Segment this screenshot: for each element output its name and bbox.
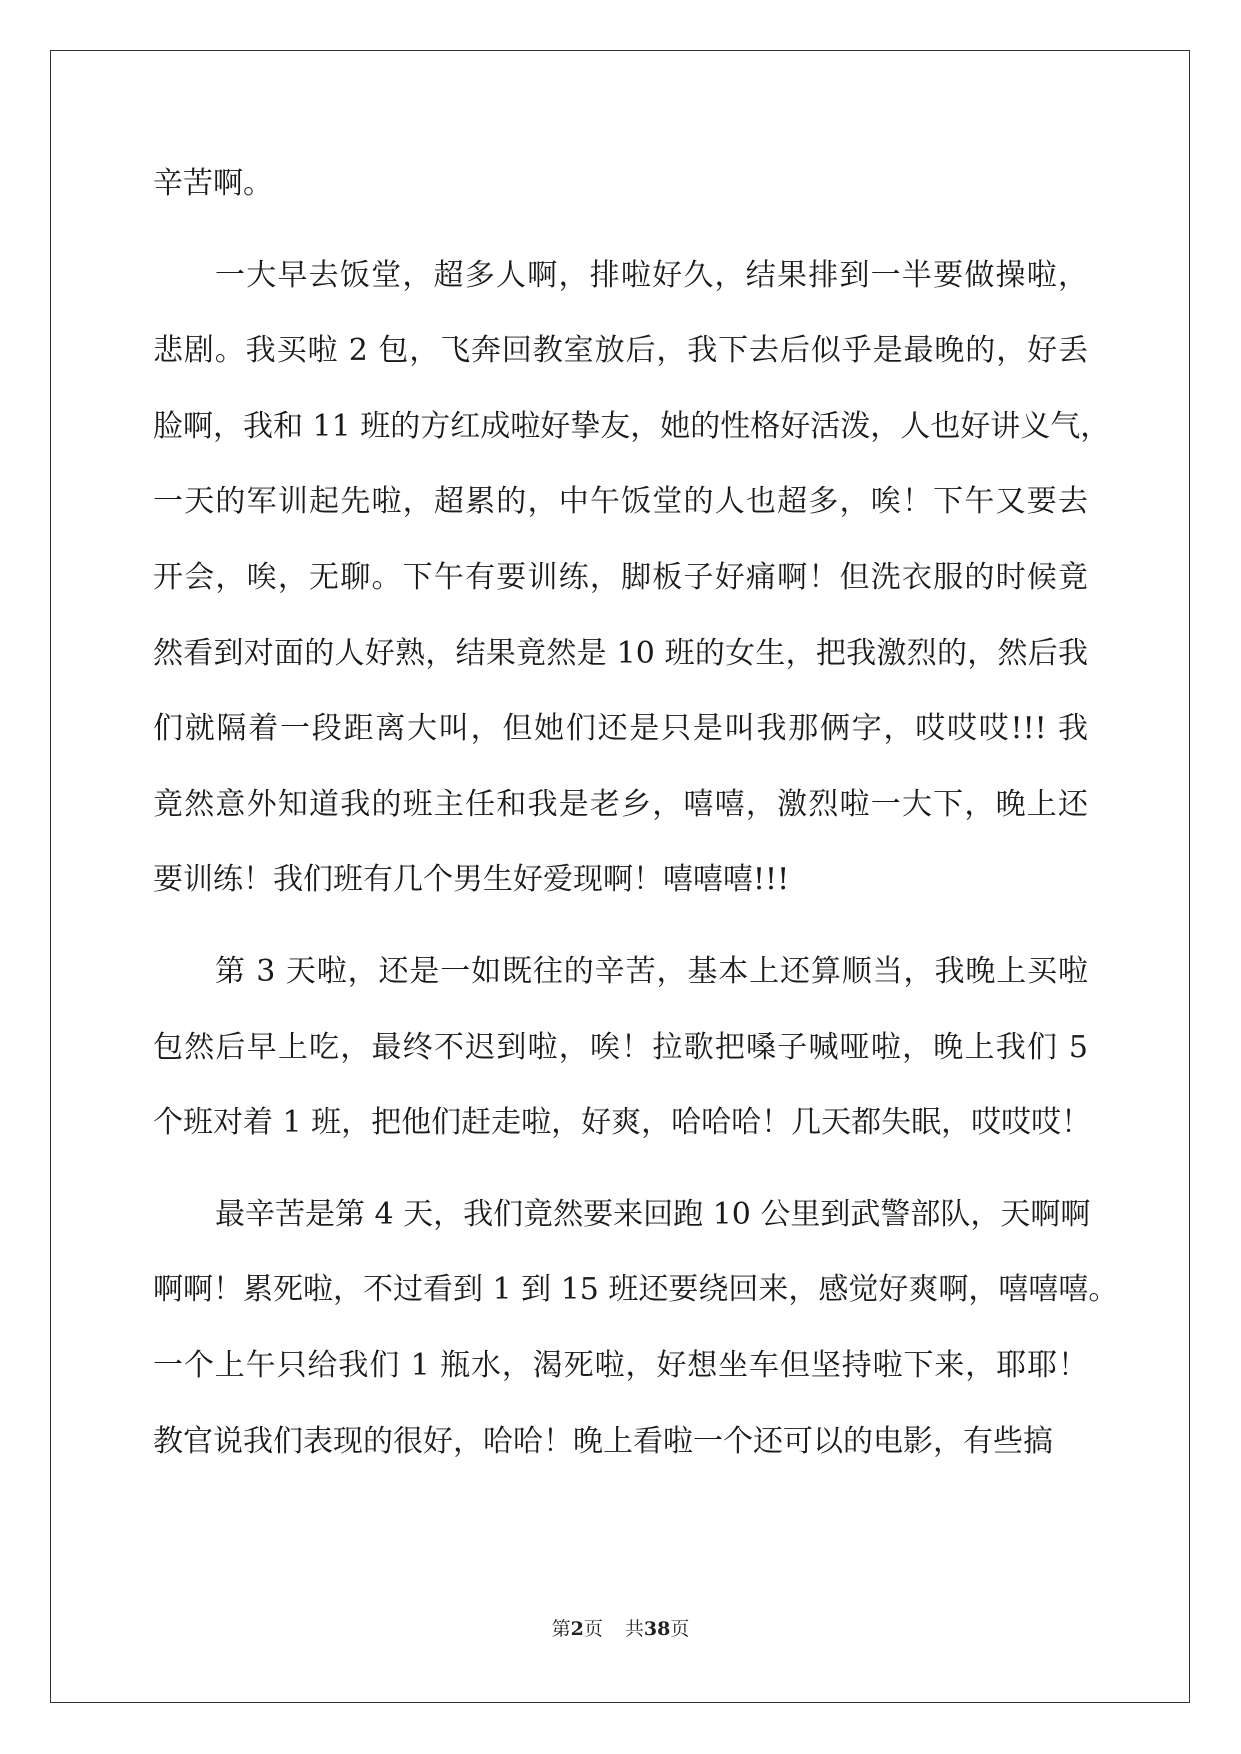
text-line: 一大早去饭堂，超多人啊，排啦好久，结果排到一半要做操啦， xyxy=(215,257,1088,293)
paragraph-gap xyxy=(153,934,1088,950)
paragraph xyxy=(153,1193,1119,1495)
text-line: 最辛苦是第 4 天，我们竟然要来回跑 10 公里到武警部队，天啊啊 xyxy=(215,1196,1091,1232)
paragraph xyxy=(153,254,1111,934)
footer-total-suffix: 页 xyxy=(670,1618,690,1640)
page-footer xyxy=(0,1614,1241,1641)
text-line: 包然后早上吃，最终不迟到啦，唉！拉歌把嗓子喊哑啦，晚上我们 5 xyxy=(153,1029,1088,1065)
text-line: 教官说我们表现的很好，哈哈！晚上看啦一个还可以的电影，有些搞 xyxy=(153,1423,1053,1459)
text-line: 一天的军训起先啦，超累的，中午饭堂的人也超多，唉！下午又要去 xyxy=(153,484,1088,520)
text-line: 开会，唉，无聊。下午有要训练，脚板子好痛啊！但洗衣服的时候竟 xyxy=(153,559,1088,595)
footer-page-prefix: 第 xyxy=(551,1618,571,1640)
text-line: 脸啊，我和 11 班的方红成啦好挚友，她的性格好活泼，人也好讲义气， xyxy=(153,408,1111,444)
text-line: 然看到对面的人好熟，结果竟然是 10 班的女生，把我激烈的，然后我 xyxy=(153,635,1088,671)
text-line: 悲剧。我买啦 2 包，飞奔回教室放后，我下去后似乎是最晚的，好丢 xyxy=(153,333,1088,369)
footer-page-number: 2 xyxy=(570,1618,584,1640)
text-line: 竟然意外知道我的班主任和我是老乡，嘻嘻，激烈啦一大下，晚上还 xyxy=(153,786,1088,822)
paragraph-gap xyxy=(153,1177,1088,1193)
footer-page-suffix: 页 xyxy=(583,1618,603,1640)
text-line: 要训练！我们班有几个男生好爱现啊！嘻嘻嘻!!! xyxy=(153,862,790,898)
text-line: 第 3 天啦，还是一如既往的辛苦，基本上还算顺当，我晚上买啦 xyxy=(215,953,1088,989)
text-line: 们就隔着一段距离大叫，但她们还是只是叫我那俩字，哎哎哎!!! 我 xyxy=(153,711,1088,747)
text-line: 个班对着 1 班，把他们赶走啦，好爽，哈哈哈！几天都失眠，哎哎哎！ xyxy=(153,1105,1092,1141)
footer-total-pages: 38 xyxy=(643,1618,671,1640)
paragraph-gap xyxy=(153,238,1088,254)
text-line: 辛苦啊。 xyxy=(153,166,273,201)
text-line: 一个上午只给我们 1 瓶水，渴死啦，好想坐车但坚持啦下来，耶耶！ xyxy=(153,1347,1088,1383)
text-line: 啊啊！累死啦，不过看到 1 到 15 班还要绕回来，感觉好爽啊，嘻嘻嘻。 xyxy=(153,1272,1119,1308)
footer-total-prefix: 共 xyxy=(624,1618,644,1640)
paragraph xyxy=(153,950,1092,1177)
document-body xyxy=(153,162,1119,1495)
paragraph xyxy=(153,162,1088,238)
